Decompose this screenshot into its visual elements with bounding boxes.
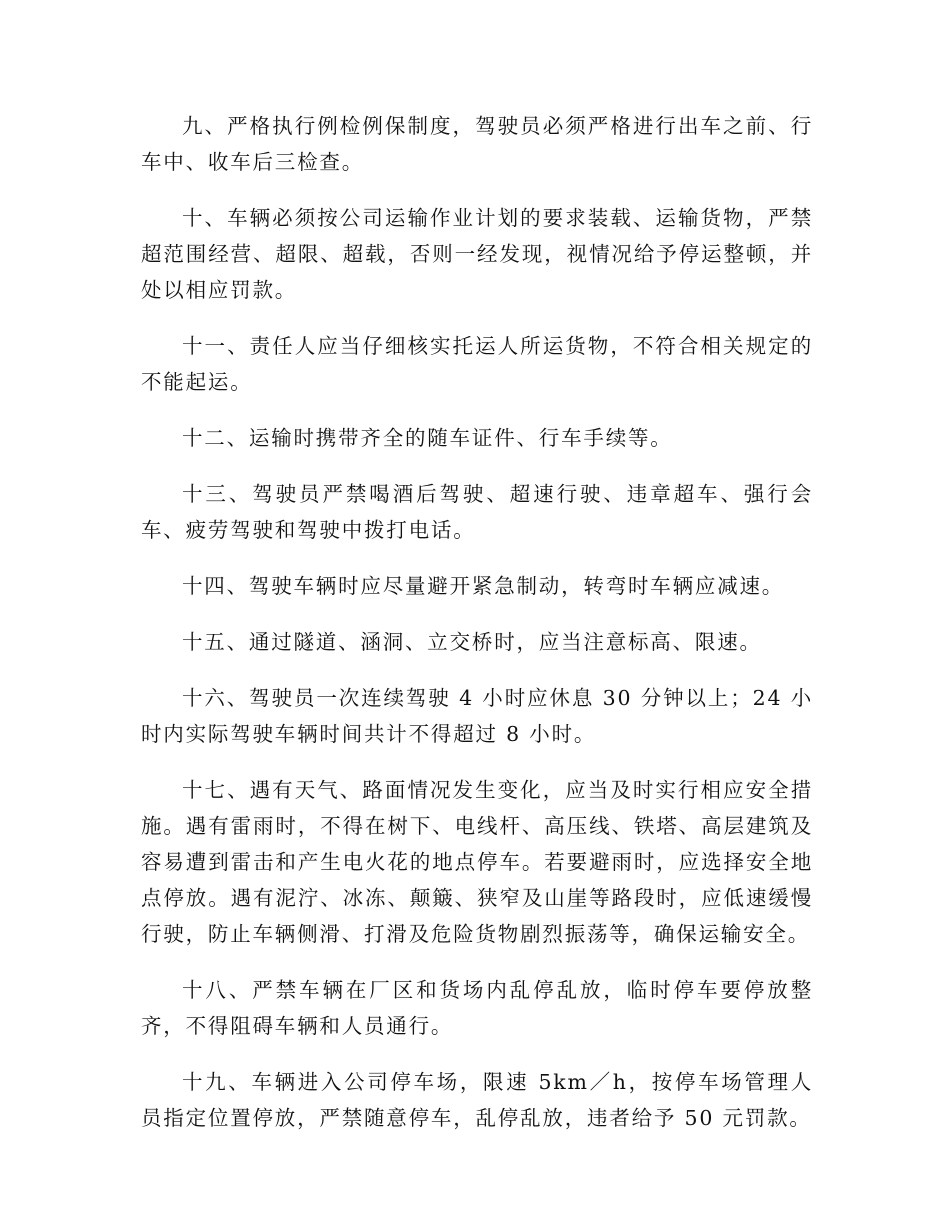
document-body <box>141 108 813 1156</box>
paragraph-rule-16: 十六、驾驶员一次连续驾驶 4 小时应休息 30 分钟以上；24 小时内实际驾驶车辆时间共计不得超过 8 小时。 <box>141 686 813 746</box>
paragraph-rule-12: 十二、运输时携带齐全的随车证件、行车手续等。 <box>182 426 673 450</box>
paragraph-rule-17: 十七、遇有天气、路面情况发生变化，应当及时实行相应安全措施。遇有雷雨时，不得在树下、电线杆、高压线、铁塔、高层建筑及容易遭到雷击和产生电火花的地点停车。若要避雨时，应选择安全地点停放。遇有泥泞、冰冻、颠簸、狭窄及山崖等路段时，应低速缓慢行驶，防止车辆侧滑、打滑及危险货物剧烈振荡等，确保运输安全。 <box>141 778 813 946</box>
paragraph-rule-11: 十一、责任人应当仔细核实托运人所运货物，不符合相关规定的不能起运。 <box>141 334 813 394</box>
paragraph-rule-15: 十五、通过隧道、涵洞、立交桥时，应当注意标高、限速。 <box>182 630 762 654</box>
paragraph-rule-19: 十九、车辆进入公司停车场，限速 5km／h，按停车场管理人员指定位置停放，严禁随意停车，乱停乱放，违者给予 50 元罚款。 <box>141 1070 813 1130</box>
paragraph-rule-10: 十、车辆必须按公司运输作业计划的要求装载、运输货物，严禁超范围经营、超限、超载，否则一经发现，视情况给予停运整顿，并处以相应罚款。 <box>141 206 813 302</box>
paragraph-rule-14: 十四、驾驶车辆时应尽量避开紧急制动，转弯时车辆应减速。 <box>182 574 785 598</box>
paragraph-rule-9: 九、严格执行例检例保制度，驾驶员必须严格进行出车之前、行车中、收车后三检查。 <box>141 114 813 174</box>
paragraph-rule-18: 十八、严禁车辆在厂区和货场内乱停乱放，临时停车要停放整齐，不得阻碍车辆和人员通行。 <box>141 978 813 1038</box>
paragraph-rule-13: 十三、驾驶员严禁喝酒后驾驶、超速行驶、违章超车、强行会车、疲劳驾驶和驾驶中拨打电话。 <box>141 482 813 542</box>
